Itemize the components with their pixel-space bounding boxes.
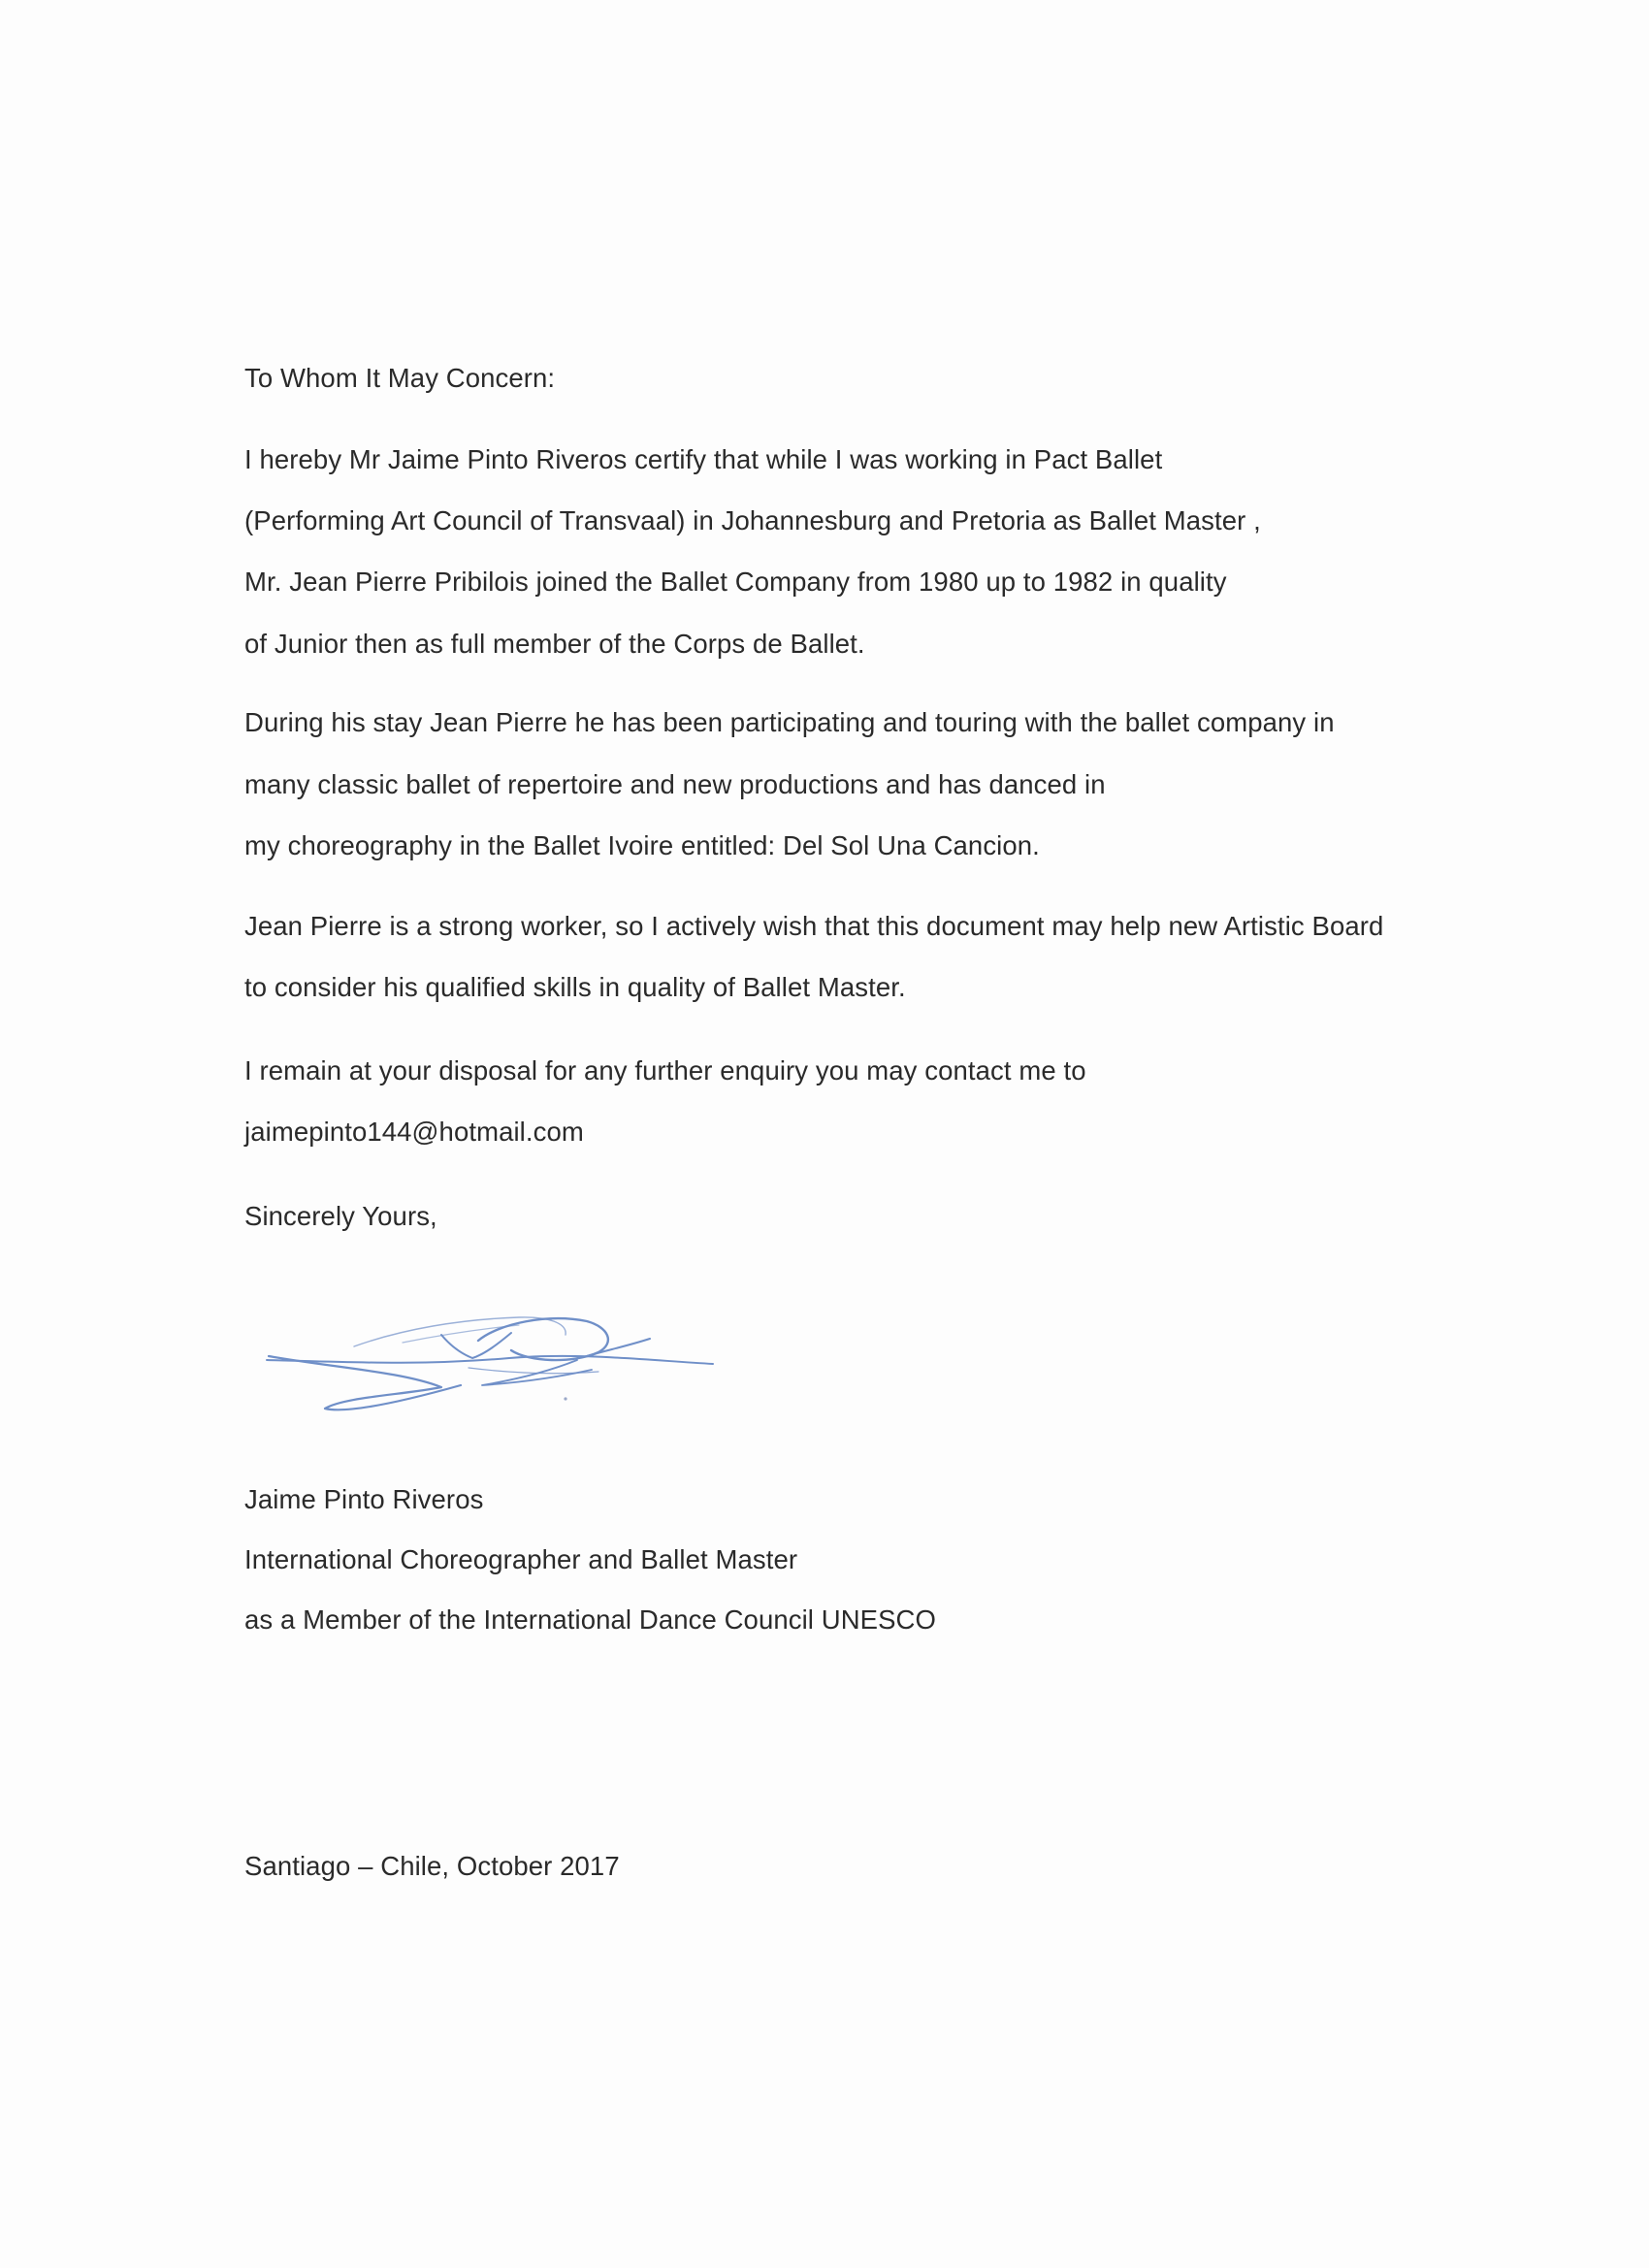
paragraph-2-line-2: many classic ballet of repertoire and new productions and has danced in [244, 769, 1106, 799]
closing: Sincerely Yours, [244, 1201, 437, 1231]
salutation: To Whom It May Concern: [244, 363, 556, 393]
signature-image [257, 1279, 723, 1424]
email-link[interactable]: jaimepinto144@hotmail.com [244, 1117, 584, 1147]
paragraph-1-line-1: I hereby Mr Jaime Pinto Riveros certify that while I was working in Pact Ballet [244, 444, 1163, 474]
paragraph-3-line-2: to consider his qualified skills in quality of Ballet Master. [244, 972, 906, 1002]
signer-affiliation: as a Member of the International Dance Council UNESCO [244, 1604, 936, 1635]
paragraph-4-line-1: I remain at your disposal for any further enquiry you may contact me to [244, 1055, 1086, 1085]
paragraph-2-line-3: my choreography in the Ballet Ivoire entitled: Del Sol Una Cancion. [244, 830, 1040, 860]
signer-title: International Choreographer and Ballet Master [244, 1544, 798, 1574]
paragraph-3-line-1: Jean Pierre is a strong worker, so I actively wish that this document may help new Artistic Board [244, 911, 1384, 941]
paragraph-2-line-1: During his stay Jean Pierre he has been participating and touring with the ballet company in [244, 707, 1335, 737]
signer-name: Jaime Pinto Riveros [244, 1484, 484, 1514]
place-and-date: Santiago – Chile, October 2017 [244, 1851, 620, 1881]
contact-email[interactable] [244, 1115, 584, 1150]
paragraph-1-line-2: (Performing Art Council of Transvaal) in Johannesburg and Pretoria as Ballet Master , [244, 505, 1261, 535]
paragraph-1-line-4: of Junior then as full member of the Corps de Ballet. [244, 629, 865, 659]
paragraph-1-line-3: Mr. Jean Pierre Pribilois joined the Ballet Company from 1980 up to 1982 in quality [244, 567, 1227, 597]
